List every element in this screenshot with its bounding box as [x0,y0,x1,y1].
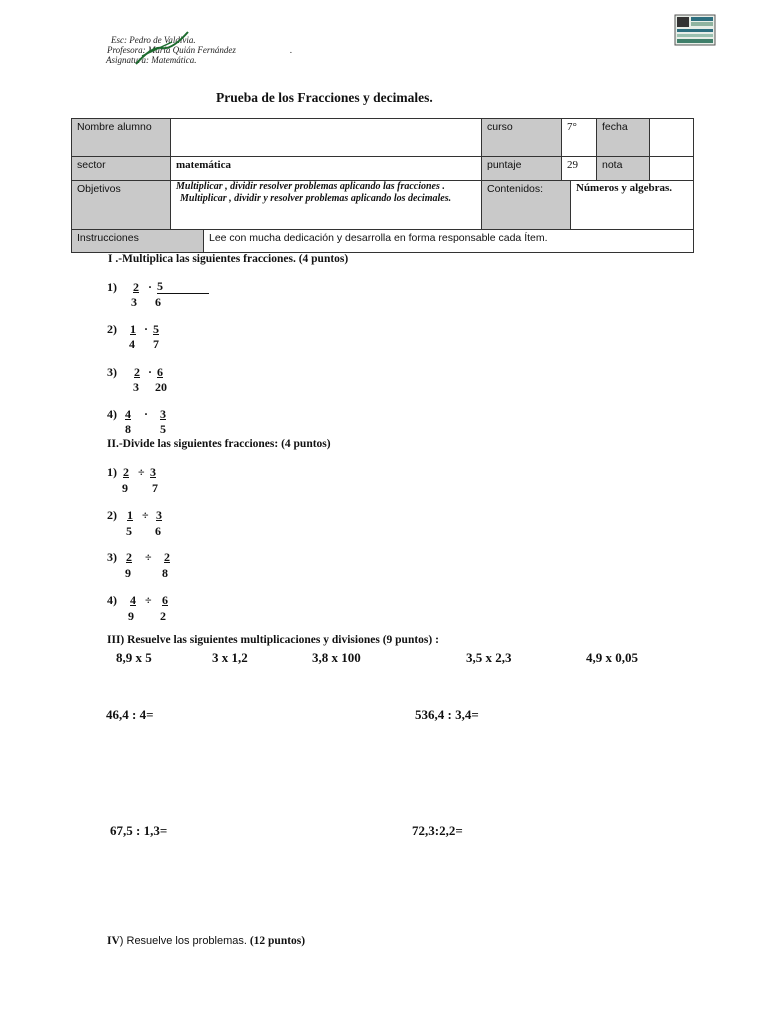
numerator-1: 2 [123,465,129,479]
div-exercise: 67,5 : 1,3= [110,823,168,838]
item-number: 3) [107,365,117,379]
mult-exercise: 3 x 1,2 [212,650,248,665]
list-item [107,322,159,351]
section4-text: ) Resuelve los problemas. [119,935,247,947]
school-logo [674,14,716,46]
denominator-2: 7 [152,481,158,495]
curso-label: curso [481,118,562,157]
numerator-1: 2 [133,280,139,294]
nombre-label: Nombre alumno [71,118,171,157]
header-dot: . [290,45,293,55]
contenidos-value: Números y algebras. [570,180,694,230]
denominator-2: 7 [153,337,159,351]
numerator-2: 6 [157,365,163,379]
denominator-1: 9 [128,609,134,623]
denominator-1: 9 [122,481,128,495]
sector-value: matemática [170,156,482,181]
item-number: 2) [107,508,117,522]
operator: · [148,365,153,379]
section2-title: II.-Divide las siguientes fracciones: (4 puntos) [107,438,331,450]
list-item [107,508,162,538]
denominator-1: 8 [125,422,131,436]
mult-exercise: 4,9 x 0,05 [586,650,638,665]
puntaje-value: 29 [561,156,597,181]
school-crest-icon [674,14,716,46]
operator: · [148,280,153,294]
operator: ÷ [145,550,152,564]
denominator-2: 8 [162,566,168,580]
numerator-2: 5 [157,280,209,294]
list-item [107,465,158,495]
fecha-field[interactable] [649,118,694,157]
nota-field[interactable] [649,156,694,181]
div-exercise: 46,4 : 4= [106,707,154,722]
page-title: Prueba de los Fracciones y decimales. [216,90,433,105]
numerator-1: 4 [130,593,136,607]
item-number: 4) [107,593,117,607]
denominator-1: 3 [133,380,139,394]
operator: ÷ [138,465,145,479]
mult-exercise: 8,9 x 5 [116,650,152,665]
nota-label: nota [596,156,650,181]
teacher-name: Profesora: María Quián Fernández [107,45,236,55]
operator: · [144,407,149,421]
denominator-1: 4 [129,337,135,351]
denominator-2: 6 [155,524,161,538]
objetivos-value [170,180,482,230]
nombre-field[interactable] [170,118,482,157]
list-item [107,407,166,436]
list-item [107,593,168,623]
numerator-2: 5 [153,322,159,336]
denominator-2: 5 [160,422,166,436]
item-number: 2) [107,322,117,336]
numerator-2: 2 [164,550,170,564]
operator: ÷ [145,593,152,607]
instrucciones-label: Instrucciones [71,229,204,253]
denominator-1: 9 [125,566,131,580]
denominator-1: 3 [131,295,137,309]
numerator-1: 1 [127,508,133,522]
item-number: 3) [107,550,117,564]
fecha-label: fecha [596,118,650,157]
school-name: Esc: Pedro de Valdivia. [111,35,196,45]
list-item [107,550,170,580]
contenidos-label: Contenidos: [481,180,571,230]
section3-title: III) Resuelve las siguientes multiplicaciones y divisiones (9 puntos) : [107,634,439,646]
operator: · [144,322,149,336]
objetivo-2: Multiplicar , dividir y resolver problemas aplicando los decimales. [180,193,452,204]
instrucciones-value: Lee con mucha dedicación y desarrolla en forma responsable cada Ítem. [203,229,694,253]
list-item [107,279,163,309]
div-exercise: 536,4 : 3,4= [415,707,479,722]
numerator-2: 6 [162,593,168,607]
mult-exercise: 3,5 x 2,3 [466,650,512,665]
denominator-2: 6 [155,295,161,309]
mult-exercise: 3,8 x 100 [312,650,361,665]
numerator-1: 2 [134,365,140,379]
denominator-1: 5 [126,524,132,538]
objetivos-label: Objetivos [71,180,171,230]
list-item [107,365,167,394]
item-number: 1) [107,465,117,479]
section4-points: (12 puntos) [249,935,306,947]
denominator-2: 20 [155,380,167,394]
operator: ÷ [142,508,149,522]
numerator-2: 3 [150,465,156,479]
section4-title [107,935,305,947]
signature-mark-icon [132,26,192,70]
puntaje-label: puntaje [481,156,562,181]
objetivo-1: Multiplicar , dividir resolver problemas aplicando las fracciones . [176,181,445,192]
numerator-2: 3 [160,407,166,421]
item-number: 1) [107,280,117,294]
numerator-1: 1 [130,322,136,336]
section1-title: I .-Multiplica las siguientes fracciones. (4 puntos) [108,253,349,265]
sector-label: sector [71,156,171,181]
numerator-1: 2 [126,550,132,564]
section4-label: IV [107,935,120,947]
curso-value: 7° [561,118,597,157]
numerator-2: 3 [156,508,162,522]
item-number: 4) [107,407,117,421]
numerator-1: 4 [125,407,131,421]
div-exercise: 72,3:2,2= [412,823,463,838]
subject-name: Asignatura: Matemática. [106,55,197,65]
denominator-2: 2 [160,609,166,623]
